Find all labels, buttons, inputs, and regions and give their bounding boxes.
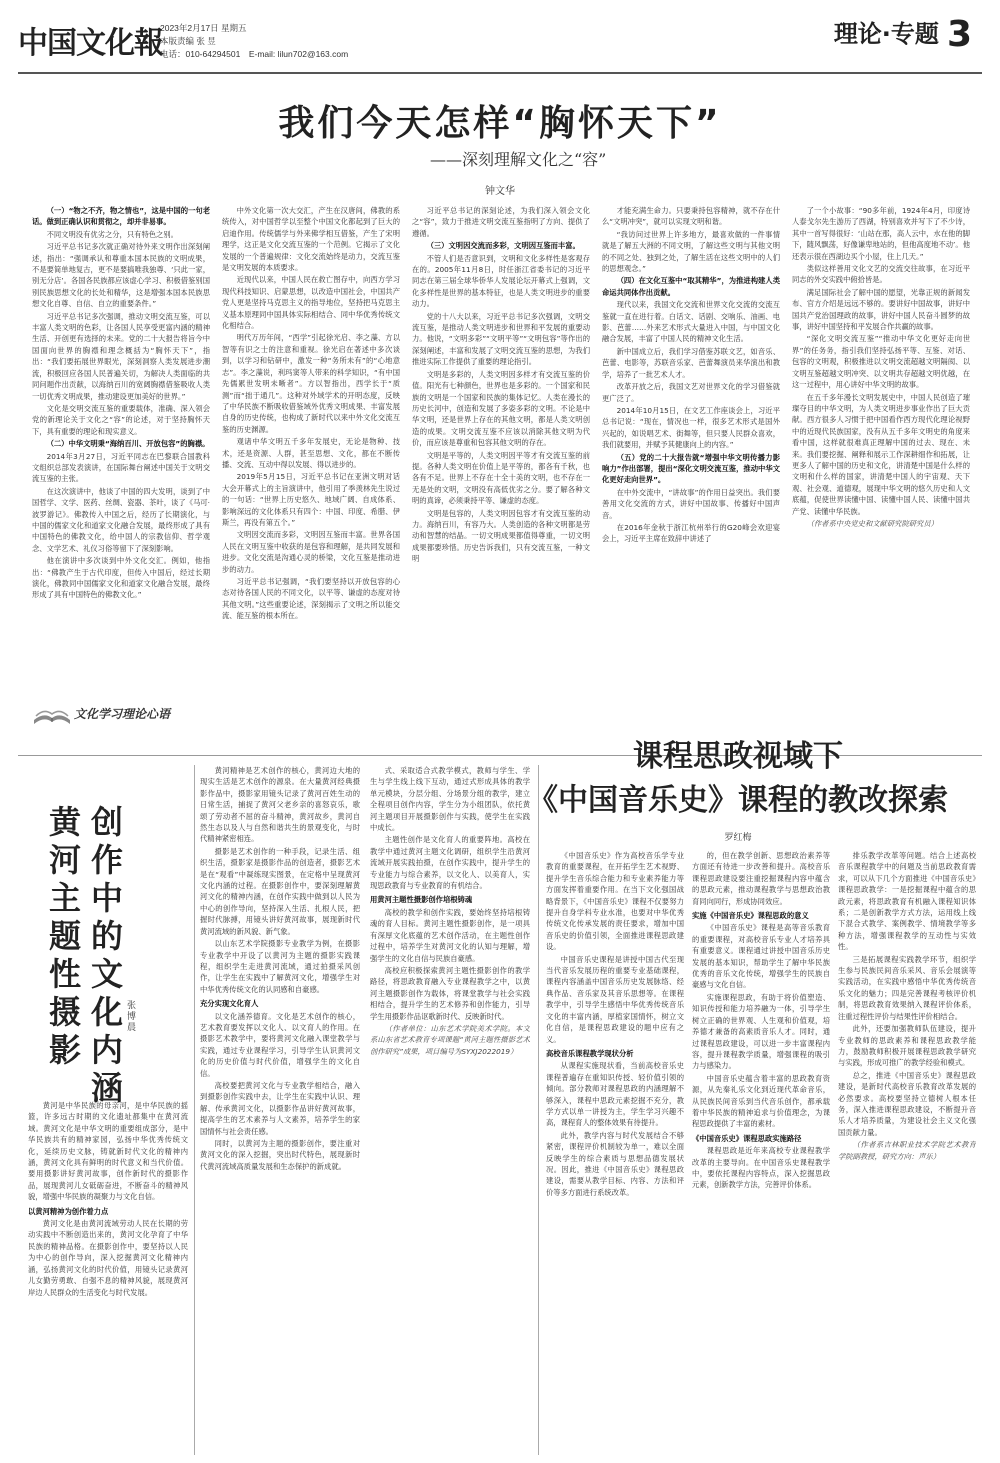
- article3-title: [518, 735, 958, 823]
- article3-column-2: [692, 850, 830, 1450]
- subheading: 充分实现文化育人: [200, 999, 259, 1009]
- newspaper-logo: 中国文化報: [18, 26, 163, 61]
- section-heading: （一）“物之不齐，物之情也”，这是中国的一句老话。做到正确认识和贯彻之，却并非易事。: [32, 206, 210, 227]
- article2-column-1: [28, 1100, 188, 1450]
- author-note: （作者单位：山东艺术学院美术学院。本文系山东省艺术教育专项课题“黄河主题性摄影艺术创作研究”成果，项目编号为SYXJ2022019）: [370, 1023, 530, 1056]
- section-name: 理论·专题: [833, 20, 939, 48]
- paragraph: 从课程实施现状看，当前高校音乐史课程普遍存在重知识传授、轻价值引领的倾向。部分教师对课程思政的内涵理解不够深入，课程中思政元素挖掘不充分，教学方式以单一讲授为主，学生学习兴趣不高，课程育人的整体效果有待提升。: [546, 1061, 684, 1128]
- page-number: 3: [946, 14, 972, 55]
- column-badge-label: 文化学习理论心语: [74, 707, 171, 721]
- paragraph: 才能充满生命力。只要秉持包容精神，就不存在什么“文明冲突”，就可以实现文明和谐。: [602, 206, 780, 227]
- paragraph: 此外，教学内容与时代发展结合不够紧密，课程评价机制较为单一，难以全面反映学生的综合素质与思想品德发展状况。因此，推进《中国音乐史》课程思政建设，需要从教学目标、内容、方法和评价等多方面进行系统改革。: [546, 1130, 684, 1197]
- subheading: 用黄河主题性摄影创作培根铸魂: [370, 895, 473, 905]
- paragraph: “深化文明交流互鉴”“推动中华文化更好走向世界”的任务务，指引我们坚持弘扬平等、互鉴、对话、包容的文明观，积极推进以文明交流超越文明隔阂、以文明互鉴超越文明冲突、以文明共存超越文明优越，在这一过程中，用心讲好中华文明的故事。: [792, 334, 970, 390]
- issue-contact: 电话：010-64294501 E-mail: lilun702@163.com: [160, 49, 349, 59]
- article2-title-line1: 创作中的文化内涵: [86, 805, 124, 1109]
- paragraph: 摄影是艺术创作的一种手段，记录生活、组织生活，摄影家是摄影作品的创造者，摄影艺术是在“观看”中凝练现实图景，在定格中呈现黄河文化内涵的过程。在摄影创作中，要深刻理解黄河文化的精神内涵，在创作实践中做到以人民为中心的创作导向，坚持深入生活、扎根人民，把握时代脉搏，用镜头讲好黄河故事，展现新时代黄河流域的新风貌、新气象。: [200, 846, 360, 936]
- paragraph: 此外，还要加强教师队伍建设，提升专业教师的思政素养和课程思政教学能力，鼓励教师积极开展课程思政教学研究与实践，形成可推广的教学经验和模式。: [838, 1024, 976, 1068]
- paragraph: 观诸中华文明五千多年发展史，无论是物种、技术，还是资源、人群，甚至思想、文化，都在不断传播、交流、互动中得以发展、得以进步的。: [222, 437, 400, 469]
- paragraph: 近现代以来，中国人民在救亡图存中，向西方学习现代科技知识、启蒙思想，以改造中国社会，中国共产党人更是坚持马克思主义的指导地位，坚持把马克思主义基本原理同中国具体实际相结合、同中华优秀传统文化相结合。: [222, 275, 400, 331]
- paragraph: 了一个小故事：“90多年前，1924年4月，印度诗人泰戈尔先生游历了西湖，特别喜欢并写下了不少诗，其中一首写得很好：‘山站在那，高人云中，水在他的脚下，随风飘荡，好像谦卑地站的，但他高度地不动’。他还表示很在西湖边买个小屋，住上几天。”: [792, 206, 970, 261]
- article1-column-4: [602, 205, 780, 750]
- subheading: 实施《中国音乐史》课程思政的意义: [692, 911, 809, 921]
- paragraph: 在中外交流中，“讲故事”的作用日益突出。我们要善用文化交流的方式，讲好中国故事、传播好中国声音。: [602, 487, 780, 520]
- paragraph: 中国音乐史蕴含着丰富的思政教育资源，从先秦礼乐文化到近现代革命音乐，从民族民间音乐到当代音乐创作，都承载着中华民族的精神追求与价值理念，为课程思政提供了丰富的素材。: [692, 1073, 830, 1129]
- issue-date: 2023年2月17日 星期五: [160, 23, 247, 33]
- paragraph: 实施课程思政，有助于将价值塑造、知识传授和能力培养融为一体，引导学生树立正确的世界观、人生观和价值观，培养德才兼备的高素质音乐人才。同时，通过课程思政建设，可以进一步丰富课程内容，提升课程教学质量，增强课程的吸引力与感染力。: [692, 992, 830, 1071]
- column-badge: [30, 700, 230, 726]
- paragraph: 在2016年金秋于浙江杭州举行的G20峰会欢迎宴会上，习近平主席在致辞中讲述了: [602, 522, 780, 544]
- paragraph: 满足国际社会了解中国的愿望，光靠正规的新闻发布、官方介绍是远远不够的。要讲好中国故事，讲好中国共产党治国理政的故事，讲好中国人民奋斗圆梦的故事，讲好中国坚持和平发展合作共赢的故事。: [792, 287, 970, 332]
- paragraph: 主题性创作是文化育人的重要阵地。高校在教学中通过黄河主题文化调研，组织学生沿黄河流域开展实践拍摄，在创作实践中，提升学生的专业能力与综合素养，以文化人、以美育人，实现思政教育与专业教育的有机结合。: [370, 835, 530, 891]
- article1-title: 我们今天怎样“胸怀天下”: [278, 103, 722, 144]
- paragraph: 习近平总书记多次强调，推动文明交流互鉴，可以丰富人类文明的色彩，让各国人民享受更富内涵的精神生活、开创更有选择的未来。党的二十大报告将旨今中国面向世界的胸襟和理念概括为“胸怀天下”，指出：“我们要拓展世界眼光，深刻洞察人类发展进步潮流，积极回应各国人民普遍关切，为解决人类面临的共同问题作出贡献，以海纳百川的宽阔胸襟借鉴吸收人类一切优秀文明成果，推动建设更加美好的世界。”: [32, 311, 210, 401]
- subheading: 高校音乐课程教学现状分析: [546, 1048, 634, 1058]
- section-heading: （二）中华文明秉“海纳百川、开放包容”的胸襟。: [46, 439, 210, 449]
- article3-title-line1: 课程思政视域下: [633, 739, 843, 774]
- paragraph: 现代以来，我国文化交流和世界文化交流的交流互鉴就一直在进行着。白话文、话剧、交响乐、油画、电影、芭蕾……外来艺术形式大量进入中国，与中国文化融合发展，丰富了中国人民的精神文化生活。: [602, 300, 780, 344]
- paragraph: 2014年3月27日，习近平同志在巴黎联合国教科文组织总部发表演讲，在国际舞台阐述中国关于文明交流互鉴的主张。: [32, 451, 210, 484]
- paragraph: 同时，以黄河为主题的摄影创作，要注重对黄河文化的深入挖掘，突出时代特色，展现新时代黄河流域高质量发展和生态保护的新成就。: [200, 1139, 360, 1171]
- paragraph: 在五千多年漫长文明发展史中，中国人民创造了璀璨夺目的中华文明，为人类文明进步事业作出了巨大贡献。西方很多人习惯于把中国看作西方现代化理论视野中的近现代民族国家，没有从五千多年文明史的角度来看中国，这样就很难真正理解中国的过去、现在、未来。我们要挖掘、阐释和展示工作深耕细作和拓展，让更多人了解中国的历史和文化，讲清楚中国是什么样的文明和什么样的国家，讲清楚中国人的宇宙观、天下观、社会观、道德观，展现中华文明的悠久历史和人文底蕴，促使世界读懂中国、读懂中国人民、读懂中国共产党、读懂中华民族。: [792, 392, 970, 516]
- subheading: 以黄河精神为创作着力点: [28, 1206, 109, 1216]
- paragraph: 黄河精神是艺术创作的核心，黄河边大地的现实生活是艺术创作的源泉。在大量黄河经典摄影作品中，摄影家用镜头记录了黄河百姓生动的日常生活，捕捉了黄河父老乡亲的喜怒哀乐，歌颂了劳动者不屈的奋斗精神，黄河故乡，黄河自然生态以及人与自然和谐共生的景观变化，与时代精神紧密相连。: [200, 766, 360, 844]
- article2-author: 张博晨: [125, 1000, 135, 1033]
- paragraph: 高校的教学和创作实践，要始终坚持培根铸魂的育人目标。黄河主题性摄影创作，是一项具有深厚文化底蕴的艺术创作活动，在主题性创作过程中，培养学生对黄河文化的认知与理解，增强学生的文化自信与民族自豪感。: [370, 907, 530, 963]
- paragraph: 不管人们是否意识到，文明和文化多样性是客观存在的。2005年11月8日，时任浙江省委书记的习近平同志在第三届全球华侨华人发展论坛开幕式上强调，文化多样性是世界的基本特征，也是人类文明进步的重要动力。: [412, 253, 590, 309]
- issue-meta: [160, 22, 348, 61]
- article-divider: [538, 765, 539, 1455]
- paragraph: 习近平总书记多次就正确对待外来文明作出深刻阐述，指出：“强调承认和尊重本国本民族的文明成果，不是要简单地复古，更不是要搞唯我独尊、‘只此一家，别无分店’。各国各民族都应该虚心学习、积极借鉴别国别民族思想文化的长处和精华，这是增强本国本民族思想文化自尊、自信、自立的重要条件。”: [32, 242, 210, 309]
- article1-subtitle: ——深刻理解文化之“容”: [430, 150, 607, 169]
- section-heading: （四）在文化互鉴中“取其精华”，为推进构建人类命运共同体作出贡献。: [602, 276, 780, 297]
- book-icon: [30, 700, 74, 726]
- section-heading: （三）文明因交流而多彩，文明因互鉴而丰富。: [426, 241, 580, 251]
- paragraph: 明代万历年间，“西学”引起徐光启、李之藻、方以智等有识之士的注意和重视。徐光启在著述中多次谈到，以学习和钻研中，激发一种“务所未有”的“心地意志”。李之藻说，利玛窦等人带来的科学知识，“有中国先儒累世发明未晰者”。方以智指出，西学长于“质测”而“拙于通几”。这种对外域学术的开明态度，反映了中华民族不断吸收借鉴域外优秀文明成果、丰富发展自身的历史传统，也构成了新时代以来中外文化交流互鉴的历史渊源。: [222, 333, 400, 434]
- paragraph: 文明因交流而多彩，文明因互鉴而丰富。世界各国人民在文明互鉴中收获的是包容和理解，是共同发展和进步。文化交流是沟通心灵的桥梁，文化互鉴是推动进步的动力。: [222, 530, 400, 574]
- article3-column-3: [838, 850, 976, 1450]
- article1-column-5: [792, 205, 970, 750]
- article1-column-2: [222, 205, 400, 750]
- paragraph: 2019年5月15日，习近平总书记在亚洲文明对话大会开幕式上的主旨演讲中，他引用了季羡林先生说过的一句话：“世界上历史悠久、地域广阔、自成体系、影响深远的文化体系只有四个：中国、印度、希腊、伊斯兰，再没有第五个。”: [222, 472, 400, 527]
- paragraph: 党的十八大以来，习近平总书记多次强调，文明交流互鉴，是推动人类文明进步和世界和平发展的重要动力。他说，“文明多彩”“文明平等”“文明包容”等作出的深刻阐述，丰富和发展了文明交流互鉴的思想，为我们推进实际工作提供了重要的理论指引。: [412, 311, 590, 367]
- paragraph: 课程思政是近年来高校专业课程教学改革的主要导向。在中国音乐史课程教学中，要依托课程内容特点，深入挖掘思政元素，创新教学方法，完善评价体系。: [692, 1146, 830, 1190]
- subheading: 《中国音乐史》课程思政实施路径: [692, 1133, 802, 1143]
- article2-title-line2: 黄河主题性摄影: [44, 805, 82, 1071]
- paragraph: 中国音乐史课程是讲授中国古代至现当代音乐发展历程的重要专业基础课程，课程内容涵盖中国音乐历史发展脉络、经典作品、音乐家及其音乐思想等。在课程教学中，引导学生感悟中华优秀传统音乐文化的丰富内涵，厚植家国情怀，树立文化自信，是课程思政建设的题中应有之义。: [546, 954, 684, 1044]
- article1-column-3: [412, 205, 590, 750]
- paragraph: 黄河文化是由黄河流域劳动人民在长期的劳动实践中不断创造出来的，黄河文化孕育了中华民族的精神品格。在摄影创作中，要坚持以人民为中心的创作导向，深入挖掘黄河文化精神内涵，弘扬黄河文化的时代价值，用镜头记录黄河儿女勤劳勇敢、自强不息的精神风貌，展现黄河岸边人民群众的生活变化与时代发展。: [28, 1219, 188, 1297]
- paragraph: 高校应积极探索黄河主题性摄影创作的教学路径，将思政教育融入专业课程教学之中，以黄河主题摄影创作为载体，将课堂教学与社会实践相结合，提升学生的艺术修养和创作能力，引导学生用摄影作品讴歌新时代、反映新时代。: [370, 965, 530, 1021]
- article1-author: 钟文华: [485, 186, 515, 197]
- author-note: （作者系吉林职业技术学院艺术教育学院副教授，研究方向：声乐）: [838, 1140, 976, 1161]
- paragraph: 类似这样善用文化文艺的交流交往故事，在习近平同志的外交实践中俯拾皆是。: [792, 264, 970, 285]
- paragraph: 排乐教学改革等问题。结合上述高校音乐课程教学中的问题及当前思政教育需求，可以从下几个方面推进《中国音乐史》课程思政教学：一是挖掘课程中蕴含的思政元素，将思政教育有机融入课程知识体系；二是创新教学方式方法，运用线上线下混合式教学、案例教学、情境教学等多种方法，增强课程教学的互动性与实效性。: [838, 851, 976, 952]
- paragraph: 文明是包容的，人类文明因包容才有交流互鉴的动力。海纳百川，有容乃大。人类创造的各种文明都是劳动和智慧的结晶。一切文明成果都值得尊重，一切文明成果都要珍惜。历史告诉我们，只有交流互鉴，一种文明: [412, 508, 590, 564]
- paragraph: 改革开放之后，我国文艺对世界文化的学习借鉴就更广泛了。: [602, 382, 780, 403]
- paragraph: 文明是平等的，人类文明因平等才有交流互鉴的前提。各种人类文明在价值上是平等的，都各有千秋，也各有不足。世界上不存在十全十美的文明，也不存在一无是处的文明，文明没有高低优劣之分。要了解各种文明的真谛，必须秉持平等、谦虚的态度。: [412, 450, 590, 506]
- paragraph: 三是拓展课程实践教学环节，组织学生参与民族民间音乐采风、音乐会展演等实践活动，在实践中感悟中华优秀传统音乐文化的魅力；四是完善课程考核评价机制，将思政教育效果纳入课程评价体系，注重过程性评价与结果性评价相结合。: [838, 954, 976, 1021]
- article3-column-1: [546, 850, 684, 1450]
- paragraph: 在这次演讲中，他谈了中国的四大发明，谈到了中国哲学、文学、医药、丝绸、瓷器、茶叶，谈了《马可·波罗游记》。佛教传入中国之后，经历了长期演化，与中国的儒家文化和道家文化融合发展，最终形成了具有中国特色的佛教文化，给中国人的宗教信仰、哲学观念、文学艺术、礼仪习俗等留下了深刻影响。: [32, 486, 210, 553]
- paragraph: 他在演讲中多次谈到中外文化交汇。例如，他指出：“佛教产生于古代印度，但传入中国后，经过长期演化，佛教同中国儒家文化和道家文化融合发展，最终形成了具有中国特色的佛教文化。”: [32, 556, 210, 600]
- article2-column-2: [200, 765, 360, 1450]
- column-divider: [194, 765, 195, 1455]
- paragraph: 不同文明没有优劣之分，只有特色之别。: [46, 229, 178, 239]
- article3-title-line2: 《中国音乐史》课程的教改探索: [528, 783, 948, 818]
- paragraph: 文化是交明交流互鉴的重要载体，准确、深入领会党的新理论关于文化之“容”的论述，对于坚持胸怀天下，具有重要的理论和现实意义。: [32, 403, 210, 436]
- paragraph: 习近平总书记强调，“我们要坚持以开放包容的心态对待各国人民的不同文化，以平等、谦虚的态度对待其他文明。”这些重要论述，深刻揭示了文明之所以能交流、能互鉴的根本所在。: [222, 577, 400, 621]
- paragraph: 文明是多彩的，人类文明因多样才有交流互鉴的价值。阳光有七种颜色，世界也是多彩的。一个国家和民族的文明是一个国家和民族的集体记忆。人类在漫长的历史长河中，创造和发展了多姿多彩的文明。不论是中华文明，还是世界上存在的其他文明，都是人类文明创造的成果。文明交流互鉴不应该以消除其他文明为代价，而应该是尊重和包容其他文明的存在。: [412, 369, 590, 448]
- article3-author: 罗红梅: [724, 833, 752, 843]
- paragraph: 《中国音乐史》作为高校音乐学专业教育的重要课程，在开拓学生艺术视野、提升学生音乐综合能力和专业素养能力等方面发挥着重要作用。在当下文化强国战略背景下，《中国音乐史》课程不仅要努力提升自身学科专业水准，也要对中华优秀传统文化传承发展的责任要求，增加中国音乐史的价值引领，全面推进课程思政建设。: [546, 851, 684, 952]
- section-header: [834, 14, 972, 55]
- article1-column-1: [32, 205, 210, 683]
- issue-editor: 本版责编 张 昱: [160, 36, 216, 46]
- paragraph: 以山东艺术学院摄影专业教学为例，在摄影专业教学中开设了以黄河为主题的摄影实践课程，组织学生走进黄河流域，通过拍摄采风创作，让学生在实践中了解黄河文化，增强学生对中华优秀传统文化的认同感和自豪感。: [200, 939, 360, 994]
- paragraph: 新中国成立后，我们学习借鉴苏联文艺，如音乐、芭蕾、电影等，苏联音乐家、芭蕾舞演员来华演出和教学，培养了一批艺术人才。: [602, 346, 780, 379]
- paragraph: 的，但在教学创新、思想政治素养等方面还有待进一步改善和提升。高校音乐课程思政建设要注重挖掘课程内容中蕴含的思政元素，推动课程教学与思想政治教育同向同行，形成协同效应。: [692, 851, 830, 906]
- article2-column-3: [370, 765, 530, 1450]
- paragraph: 2014年10月15日，在文艺工作座谈会上，习近平总书记说：“现在，情况也一样，很多艺术形式是国外兴起的，如说唱艺术、街舞等，但只要人民群众喜欢，我们就要用，并赋予其健康向上的内容。”: [602, 405, 780, 450]
- masthead-rule: [18, 72, 982, 74]
- paragraph: 《中国音乐史》课程是高等音乐教育的重要课程，对高校音乐专业人才培养具有重要意义。课程通过讲授中国音乐历史发展的基本知识，帮助学生了解中华民族优秀的音乐文化传统，增强学生的民族自豪感与文化自信。: [692, 923, 830, 990]
- paragraph: “我访问过世界上许多地方，最喜欢做的一件事情就是了解五大洲的不同文明，了解这些文明与其他文明的不同之处、独到之处，了解生活在这些文明中的人们的思想观念。”: [602, 229, 780, 274]
- paragraph: 中外文化第一次大交汇，产生在汉唐间，佛教的系统传入，对中国哲学以至整个中国文化都起到了巨大的启迪作用。传统儒学与外来佛学相互借鉴，产生了宋明理学，这正是文化交流互鉴的一个范例。它揭示了文化发展的一个普遍规律：文化交流始终是动力，交流互鉴是文明发展的本质要求。: [222, 206, 400, 273]
- paragraph: 以文化涵养德育。文化是艺术创作的核心，艺术教育要发挥以文化人、以文育人的作用。在摄影艺术教学中，要将黄河文化融入课堂教学与实践，通过专业课程学习，引导学生认识黄河文化的历史价值与时代价值，增强学生的文化自信。: [200, 1011, 360, 1078]
- section-heading: （五）党的二十大报告就“增强中华文明传播力影响力”作出部署，提出“深化文明交流互鉴，推动中华文化更好走向世界”。: [602, 452, 780, 485]
- paragraph: 习近平总书记的深刻论述，为我们深入领会文化之“容”，致力于推进文明交流互鉴指明了方向、提供了遵循。: [412, 206, 590, 238]
- paragraph: 高校要把黄河文化与专业教学相结合，融入到摄影创作实践中去，让学生在实践中认识、理解、传承黄河文化，以摄影作品讲好黄河故事，提高学生的艺术素养与人文素养，培养学生的家国情怀与社会责任感。: [200, 1080, 360, 1136]
- paragraph: 黄河是中华民族的母亲河，是中华民族的摇篮，许多远古时期的文化遗址都集中在黄河流域。黄河文化是中华文明的重要组成部分，是中华民族共有的精神家园，弘扬中华优秀传统文化，延续历史文脉，铸就新时代文化的精神内涵，黄河文化具有鲜明的时代意义和当代价值。要用摄影讲好黄河故事，创作新时代的摄影作品，展现黄河儿女砥砺奋进，不断奋斗的精神风貌，增强中华民族的凝聚力与文化自信。: [28, 1101, 188, 1202]
- author-note: （作者系中央党史和文献研究院研究员）: [806, 518, 938, 528]
- paragraph: 式、采取适合式教学模式，教师与学生、学生与学生线上线下互动，通过式形成具体的教学单元模块，分层分组、分场景分组的教学，建立全程项目创作内容，学生分为小组团队，依托黄河主题项目开展摄影创作与实践，使学生在实践中成长。: [370, 766, 530, 833]
- masthead: [18, 12, 982, 74]
- paragraph: 总之，推进《中国音乐史》课程思政建设，是新时代高校音乐教育改革发展的必然要求。高校要坚持立德树人根本任务，深入推进课程思政建设，不断提升音乐人才培养质量，为建设社会主义文化强国贡献力量。: [838, 1070, 976, 1137]
